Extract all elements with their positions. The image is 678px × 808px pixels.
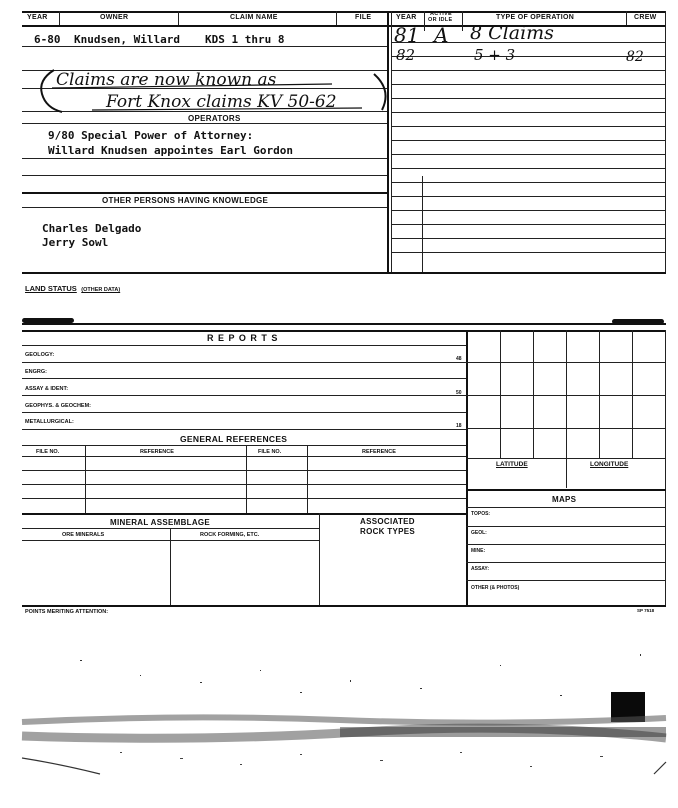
rule [22, 513, 466, 515]
rule [391, 84, 665, 85]
rule [424, 11, 425, 31]
rule [22, 175, 387, 176]
land-status-heading [25, 278, 120, 296]
maps-row-other: OTHER (& PHOTOS) [471, 585, 520, 591]
latitude-label: LATITUDE [496, 461, 528, 468]
rule [391, 56, 665, 57]
rule [391, 98, 665, 99]
gr-col-reference-2: REFERENCE [362, 449, 396, 455]
maps-row-geol: GEOL: [471, 530, 487, 536]
report-num-metallurgical: 18 [456, 423, 462, 429]
activity-year-1: 81 [394, 23, 420, 47]
rule [466, 507, 666, 508]
rule [85, 445, 86, 513]
rule [466, 330, 468, 605]
gr-col-reference-1: REFERENCE [140, 449, 174, 455]
rule [319, 513, 320, 605]
handwritten-note-line-1: Claims are now known as [56, 70, 277, 90]
report-label-metallurgical: METALLURGICAL: [25, 419, 74, 425]
rule [22, 11, 666, 13]
activity-operation-2: 5 + 3 [474, 46, 516, 64]
rule [466, 580, 666, 581]
rule [22, 272, 666, 274]
rule [391, 224, 665, 225]
handwritten-note-line-2: Fort Knox claims KV 50-62 [106, 92, 337, 112]
rule [22, 498, 466, 499]
rock-forming-label: ROCK FORMING, ETC. [200, 532, 260, 538]
form-number: SP 7518 [637, 608, 655, 613]
rule [391, 168, 665, 169]
operators-line-1: 9/80 Special Power of Attorney: [48, 129, 254, 142]
mineral-assemblage-title: MINERAL ASSEMBLAGE [110, 518, 211, 527]
longitude-label: LONGITUDE [590, 461, 629, 468]
rule [391, 238, 665, 239]
rule [391, 140, 665, 141]
rule [307, 445, 308, 513]
activity-crew-2: 82 [626, 49, 644, 65]
report-num-geology: 48 [456, 356, 462, 362]
rule [391, 252, 665, 253]
entry-claim: KDS 1 thru 8 [205, 33, 285, 46]
rule [391, 11, 392, 273]
rule [22, 345, 466, 346]
rule [391, 210, 665, 211]
header-type-of-operation: TYPE OF OPERATION [496, 14, 575, 21]
rule [391, 70, 665, 71]
rule [665, 11, 666, 273]
header-year: YEAR [27, 14, 48, 21]
rule [387, 11, 389, 273]
rule [22, 429, 466, 430]
maps-row-topos: TOPOS: [471, 511, 491, 517]
maps-title: MAPS [552, 495, 577, 504]
rule [391, 182, 665, 183]
header-crew: CREW [634, 14, 657, 21]
rule [22, 323, 666, 325]
rule [22, 456, 466, 457]
rule [391, 126, 665, 127]
points-meriting-attention: POINTS MERITING ATTENTION: [25, 609, 109, 615]
rule [466, 526, 666, 527]
rule [566, 330, 567, 488]
header-active: ACTIVE [430, 11, 452, 17]
report-label-geophys: GEOPHYS. & GEOCHEM: [25, 403, 92, 409]
rule [466, 489, 666, 491]
rule [59, 11, 60, 25]
associated-line-2: ROCK TYPES [360, 527, 416, 536]
rule [632, 330, 633, 458]
header-owner: OWNER [100, 14, 129, 21]
rule [22, 412, 466, 413]
rule [466, 362, 666, 363]
entry-date: 6-80 [34, 33, 61, 46]
rule [22, 158, 387, 159]
header-claim-name: CLAIM NAME [230, 14, 278, 21]
rule [22, 470, 466, 471]
activity-year-2: 82 [396, 46, 416, 64]
maps-row-assay: ASSAY: [471, 566, 490, 572]
rule [466, 395, 666, 396]
rule [22, 445, 466, 446]
rule [500, 330, 501, 458]
rule [22, 395, 466, 396]
rule [22, 192, 387, 194]
gr-col-file-no-1: FILE NO. [36, 449, 60, 455]
rule [599, 330, 600, 458]
report-label-assay: ASSAY & IDENT: [25, 386, 69, 392]
rule [246, 445, 247, 513]
rule [22, 46, 387, 47]
header-or-idle: OR IDLE [428, 17, 453, 23]
rule [22, 362, 466, 363]
rule [22, 540, 319, 541]
general-references-title: GENERAL REFERENCES [180, 434, 288, 444]
report-label-engrg: ENGRG: [25, 369, 47, 375]
rule [22, 330, 666, 332]
associated-line-1: ASSOCIATED [360, 517, 415, 526]
rule [626, 11, 627, 25]
rule [391, 196, 665, 197]
rule [22, 207, 387, 208]
rule [178, 11, 179, 25]
land-status-title: LAND STATUS [25, 284, 77, 293]
scan-noise [0, 640, 678, 808]
header-year-2: YEAR [396, 14, 417, 21]
land-status-sub: (OTHER DATA) [81, 287, 121, 293]
report-num-assay: 50 [456, 390, 462, 396]
rule [466, 562, 666, 563]
rule [22, 123, 387, 124]
rule [22, 484, 466, 485]
operators-title: OPERATORS [188, 114, 241, 123]
entry-owner: Knudsen, Willard [74, 33, 180, 46]
rule [22, 528, 319, 529]
gr-col-file-no-2: FILE NO. [258, 449, 282, 455]
rule [466, 428, 666, 429]
rule [336, 11, 337, 25]
rule [466, 544, 666, 545]
ore-minerals-label: ORE MINERALS [62, 532, 105, 538]
header-file: FILE [355, 14, 372, 21]
rule [22, 25, 666, 27]
rule [22, 378, 466, 379]
rule [391, 154, 665, 155]
other-person-2: Jerry Sowl [42, 236, 109, 249]
rule [391, 112, 665, 113]
rule [665, 330, 666, 605]
activity-operation-1: 8 Claims [470, 22, 554, 44]
report-label-geology: GEOLOGY: [25, 352, 55, 358]
rule [533, 330, 534, 458]
rule [466, 458, 666, 459]
maps-row-mine: MINE: [471, 548, 486, 554]
rule [462, 11, 463, 31]
activity-status-1: A [434, 23, 449, 47]
rule [22, 605, 666, 607]
operators-line-2: Willard Knudsen appointes Earl Gordon [48, 144, 294, 157]
other-persons-title: OTHER PERSONS HAVING KNOWLEDGE [102, 196, 269, 205]
other-person-1: Charles Delgado [42, 222, 142, 235]
reports-title: R E P O R T S [207, 333, 279, 343]
